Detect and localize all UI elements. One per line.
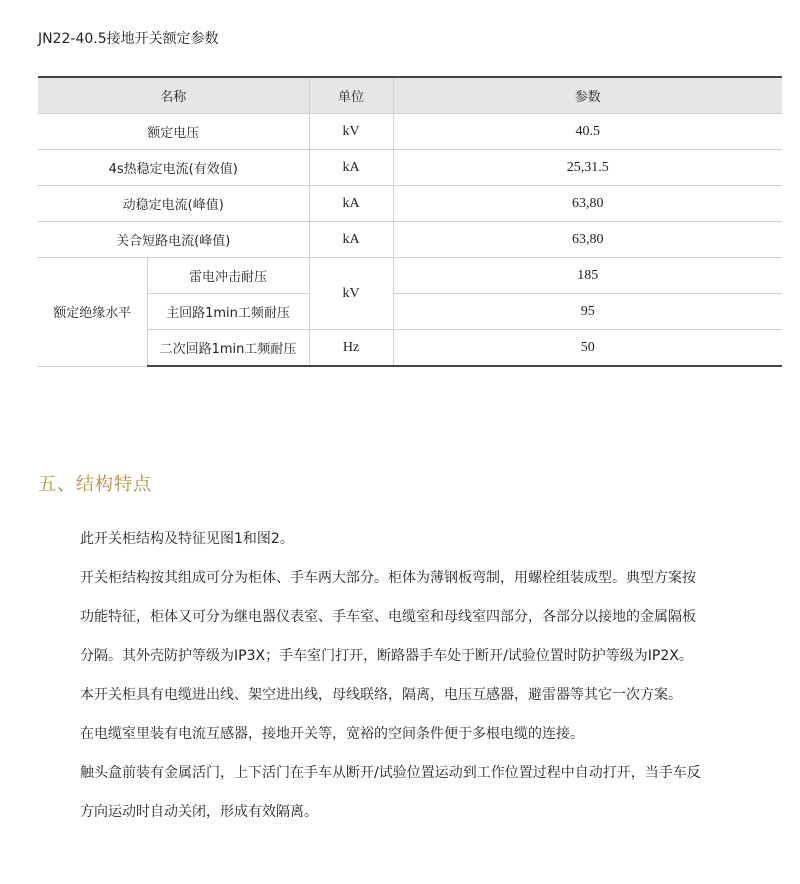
table-row [38,186,782,222]
row-name: 主回路1min工频耐压 [147,294,309,330]
table-header-row [38,77,782,114]
row-name: 额定电压 [38,114,309,150]
row-unit: Hz [309,330,393,367]
body-paragraph: 在电缆室里装有电流互感器，接地开关等，宽裕的空间条件便于多根电缆的连接。 [80,726,584,742]
table-row [38,222,782,258]
body-paragraph: 功能特征，柜体又可分为继电器仪表室、手车室、电缆室和母线室四部分，各部分以接地的金属隔板 [80,609,696,625]
row-name: 关合短路电流(峰值) [38,222,309,258]
row-name: 动稳定电流(峰值) [38,186,309,222]
row-unit: kA [309,186,393,222]
row-name: 雷电冲击耐压 [147,258,309,294]
row-value: 185 [393,258,782,294]
rated-parameters-table [38,76,782,367]
body-paragraph: 此开关柜结构及特征见图1和图2。 [80,531,294,547]
row-value: 63,80 [393,186,782,222]
body-paragraph: 开关柜结构按其组成可分为柜体、手车两大部分。柜体为薄钢板弯制，用螺栓组装成型。典型方案按 [80,570,696,586]
row-unit: kV [309,258,393,330]
table-title: JN22-40.5接地开关额定参数 [38,31,219,47]
table-row [38,150,782,186]
header-name: 名称 [38,77,309,114]
table-row [38,258,782,294]
row-value: 95 [393,294,782,330]
table-row [38,294,782,330]
section-heading: 五、结构特点 [38,474,152,495]
section-body [80,520,780,832]
body-paragraph: 方向运动时自动关闭，形成有效隔离。 [80,804,318,820]
body-paragraph: 分隔。其外壳防护等级为IP3X；手车室门打开，断路器手车处于断开/试验位置时防护等级为IP2X。 [80,648,693,664]
row-value: 40.5 [393,114,782,150]
row-value: 25,31.5 [393,150,782,186]
row-value: 63,80 [393,222,782,258]
row-value: 50 [393,330,782,367]
row-name: 4s热稳定电流(有效值) [38,150,309,186]
insulation-group-label: 额定绝缘水平 [38,258,147,367]
header-unit: 单位 [309,77,393,114]
header-param: 参数 [393,77,782,114]
body-paragraph: 触头盒前装有金属活门，上下活门在手车从断开/试验位置运动到工作位置过程中自动打开，当手车反 [80,765,701,781]
table-row [38,330,782,367]
row-name: 二次回路1min工频耐压 [147,330,309,367]
table-row [38,114,782,150]
row-unit: kA [309,222,393,258]
body-paragraph: 本开关柜具有电缆进出线、架空进出线，母线联络，隔离，电压互感器，避雷器等其它一次方案。 [80,687,682,703]
row-unit: kV [309,114,393,150]
row-unit: kA [309,150,393,186]
